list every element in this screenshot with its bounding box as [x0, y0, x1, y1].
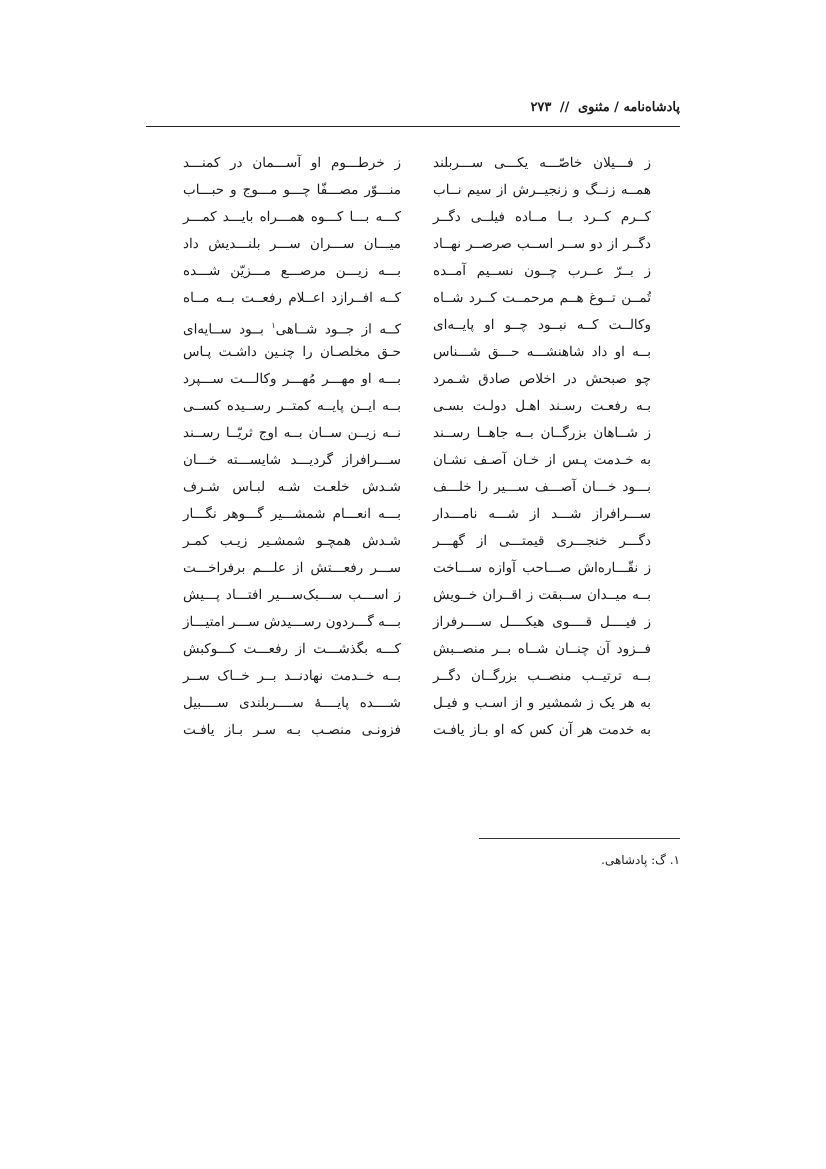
verse-line: دگـــر خنجـــری قیمتـــی از گهـــر — [433, 533, 651, 549]
verse-line: ز بــرّ عــرب چــون نســیم آمــده — [433, 263, 651, 279]
verse-line: ز نقّـــاره‌اش صـــاحب آوازه ســـاخت — [433, 560, 651, 576]
verse-line: فزونـی منصـب بـه سـر بـاز یافـت — [183, 722, 401, 738]
verse-line: وکالــت کــه نبــود چــو او پایــه‌ای — [433, 317, 651, 333]
verse-line: بــه میــدان ســبقت ز اقــران خــویش — [433, 587, 651, 603]
verse-line: همــه زنــگ و زنجیــرش از سیم نــاب — [433, 182, 651, 198]
right-column — [433, 150, 651, 744]
verse-line: بــه خــدمت نهادنــد بــر خــاک ســر — [183, 668, 401, 684]
header-title: پادشاه‌نامه / مثنوی — [577, 100, 680, 115]
verse-line: دگــر از دو ســر اســب صرصــر نهــاد — [433, 236, 651, 252]
verse-line: بـــود خـــان آصـــف ســـیر را خلـــف — [433, 479, 651, 495]
page-number: ۲۷۳ — [530, 100, 552, 115]
left-column — [183, 150, 401, 744]
verse-line: حـق مخلصـان را چنـین داشـت پـاس — [183, 344, 401, 360]
footnote-marker: ۱ — [271, 321, 276, 330]
footnote-rule — [479, 838, 680, 839]
verse-line: شـدش همچـو شمشـیر زیـب کمـر — [183, 533, 401, 549]
running-header — [146, 100, 680, 126]
verse-line: ســـرافراز گردیـــد شایســـته خـــان — [183, 452, 401, 468]
verse-line: به خدمت هر آن کس که او بـاز یافـت — [433, 722, 651, 738]
verse-line: به خـدمت پـس از خـان آصـف نشـان — [433, 452, 651, 468]
verse-line: بـــه گـــردون رســـیدش ســـر امتیـــاز — [183, 614, 401, 630]
verse-line: شــــده پایــــۀ ســــربلندی ســــبیل — [183, 695, 401, 711]
verse-line: ز شــاهان بزرگــان بــه جاهــا رســند — [433, 425, 651, 441]
verse-line: ز فـــیلان خاصّـــه یکـــی ســـربلند — [433, 155, 651, 171]
verse-line: بــه او داد شاهنشـــه حـــق شـــناس — [433, 344, 651, 360]
verse-line: چو صبحش در اخلاص صادق شـمرد — [433, 371, 651, 387]
verse-line: ز فیــــل قــــوی هیکــــل ســــرفراز — [433, 614, 651, 630]
verse-line: میـــان ســـران ســـر بلنـــدیش داد — [183, 236, 401, 252]
verse-line: ســـرافراز شـــد از شـــه نامـــدار — [433, 506, 651, 522]
verse-line: بـــه او مهـــر مُهـــر وکالـــت ســـپرد — [183, 371, 401, 387]
verse-line: کــه افــرازد اعــلام رفعــت بــه مــاه — [183, 290, 401, 306]
verse-line: ز اســـب ســـبک‌ســـیر افتـــاد پـــیش — [183, 587, 401, 603]
verse-line: کـــه بگذشـــت از رفعـــت کـــوکبش — [183, 641, 401, 657]
verse-line: ز خرطـــوم او آســـمان در کمنـــد — [183, 155, 401, 171]
verse-line: ســـر رفعـــتش از علـــم برفراخـــت — [183, 560, 401, 576]
verse-part: بــود ســایه‌ای — [183, 321, 264, 338]
verse-line: کـــه بـــا کـــوه همـــراه بایـــد کمـــر — [183, 209, 401, 225]
verse-line: منـــوّر مصـــفّا چـــو مـــوج و حبـــاب — [183, 182, 401, 198]
verse-line: فــزود آن چنــان شــاه بــر منصــبش — [433, 641, 651, 657]
verse-line: نــه زیــن ســان بــه اوج ثریّــا رســند — [183, 425, 401, 441]
footnote: ۱. گ: پادشاهی. — [601, 853, 680, 867]
verse-line-with-footnote — [183, 312, 401, 339]
verse-line: به هر یک ز شمشیر و از اسـب و فیـل — [433, 695, 651, 711]
verse-line: بـــه زیـــن مرصـــع مـــزیّن شـــده — [183, 263, 401, 279]
verse-line: بـــه انعـــام شمشـــیر گـــوهر نگـــار — [183, 506, 401, 522]
header-separator: // — [559, 100, 570, 115]
header-rule — [146, 126, 680, 127]
verse-line: کــرم کــرد بــا مــاده فیلــی دگــر — [433, 209, 651, 225]
verse-line: بـه رفعـت رسـند اهـل دولـت بسـی — [433, 398, 651, 414]
verse-part: کــه از جــود شــاهی — [275, 321, 402, 338]
verse-line: تُمــن تــوغ هــم مرحمــت کــرد شــاه — [433, 290, 651, 306]
verse-line: بــه ایــن پایــه کمتــر رســیده کســی — [183, 398, 401, 414]
verse-line: بــه ترتیــب منصــب بزرگــان دگــر — [433, 668, 651, 684]
verse-line: شـدش خلعـت شـه لبـاس شـرف — [183, 479, 401, 495]
